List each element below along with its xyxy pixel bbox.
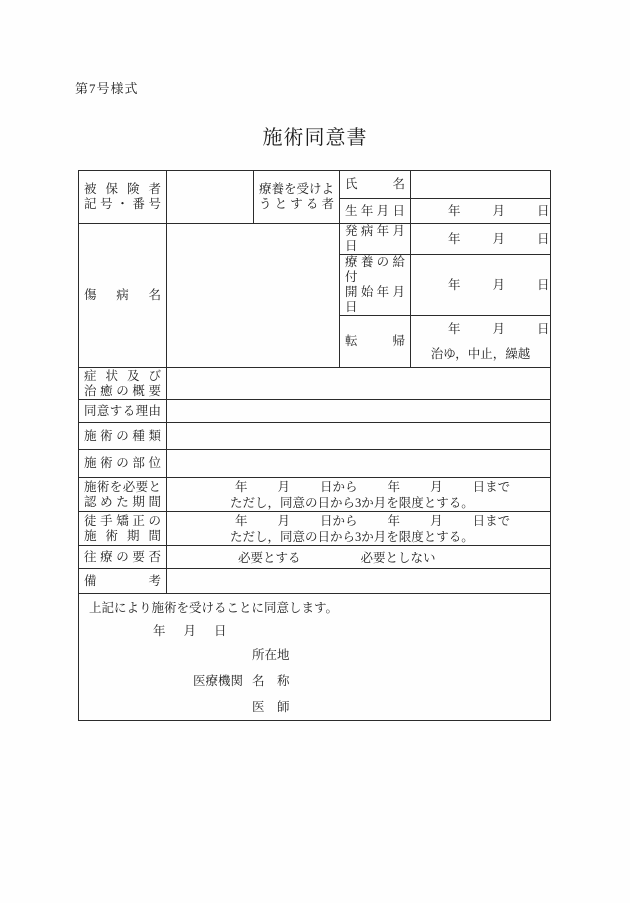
form-number: 第7号様式	[75, 81, 139, 96]
disease-name-label: 傷病名	[79, 224, 167, 368]
approved-period-label: 施術を必要と 認めた期間	[79, 478, 167, 512]
birthdate-ymd: 年 月 日	[448, 204, 550, 218]
treatment-type-label: 施術の種類	[79, 423, 167, 450]
name-field	[411, 171, 551, 199]
correction-period-note: ただし，同意の日から3か月を限度とする。	[230, 529, 474, 544]
insured-number-label: 被保険者 記号・番号	[79, 171, 167, 224]
outcome-label: 転帰	[340, 316, 411, 368]
location-row	[193, 642, 550, 668]
birthdate-label: 生年月日	[340, 199, 411, 224]
name-label: 氏名	[340, 171, 411, 199]
location-label: 所在地	[252, 648, 290, 662]
doctor-label: 医 師	[252, 700, 290, 714]
consent-statement: 上記により施術を受けることに同意します。	[89, 601, 339, 615]
approved-period-note: ただし，同意の日から3か月を限度とする。	[230, 495, 474, 510]
treatment-site-label: 施術の部位	[79, 450, 167, 478]
outcome-options: 治ゆ，中止，繰越	[430, 347, 531, 361]
patient-label: 療養を受けよ うとする者	[254, 171, 340, 224]
outcome-value	[411, 316, 551, 368]
home-visit-option-not-required: 必要としない	[360, 551, 436, 565]
institution-row	[193, 668, 550, 694]
home-visit-label: 往療の要否	[79, 546, 167, 569]
birthdate-value	[411, 199, 551, 224]
consent-reason-label: 同意する理由	[79, 400, 167, 423]
symptoms-label: 症状及び 治癒の概要	[79, 368, 167, 400]
benefit-start-value	[411, 255, 551, 316]
doctor-row	[193, 694, 550, 720]
onset-date-value	[411, 224, 551, 255]
approved-period-value	[167, 478, 551, 512]
consent-form-table	[78, 170, 551, 721]
consent-reason-field	[167, 400, 551, 423]
institution-name-label: 名 称	[252, 674, 290, 688]
correction-period-value	[167, 512, 551, 546]
signature-block	[193, 642, 550, 720]
disease-name-field	[167, 224, 340, 368]
benefit-ymd: 年 月 日	[448, 278, 550, 292]
treatment-type-field	[167, 423, 551, 450]
symptoms-field	[167, 368, 551, 400]
onset-ymd: 年 月 日	[448, 232, 550, 246]
outcome-ymd: 年 月 日	[448, 322, 550, 336]
remarks-field	[167, 569, 551, 594]
benefit-start-label: 療養の給付 開始年月日	[340, 255, 411, 316]
home-visit-value	[167, 546, 551, 569]
consent-date: 年 月 日	[153, 624, 227, 638]
correction-period-dates: 年 月 日から 年 月 日まで	[235, 513, 511, 528]
remarks-label: 備考	[79, 569, 167, 594]
approved-period-dates: 年 月 日から 年 月 日まで	[235, 479, 511, 494]
correction-period-label: 徒手矯正の 施術期間	[79, 512, 167, 546]
consent-section	[79, 594, 551, 721]
institution-label: 医療機関	[193, 674, 244, 688]
home-visit-option-required: 必要とする	[238, 551, 301, 565]
insured-number-field	[167, 171, 254, 224]
treatment-site-field	[167, 450, 551, 478]
page-title: 施術同意書	[262, 127, 368, 149]
onset-date-label: 発病年月日	[340, 224, 411, 255]
